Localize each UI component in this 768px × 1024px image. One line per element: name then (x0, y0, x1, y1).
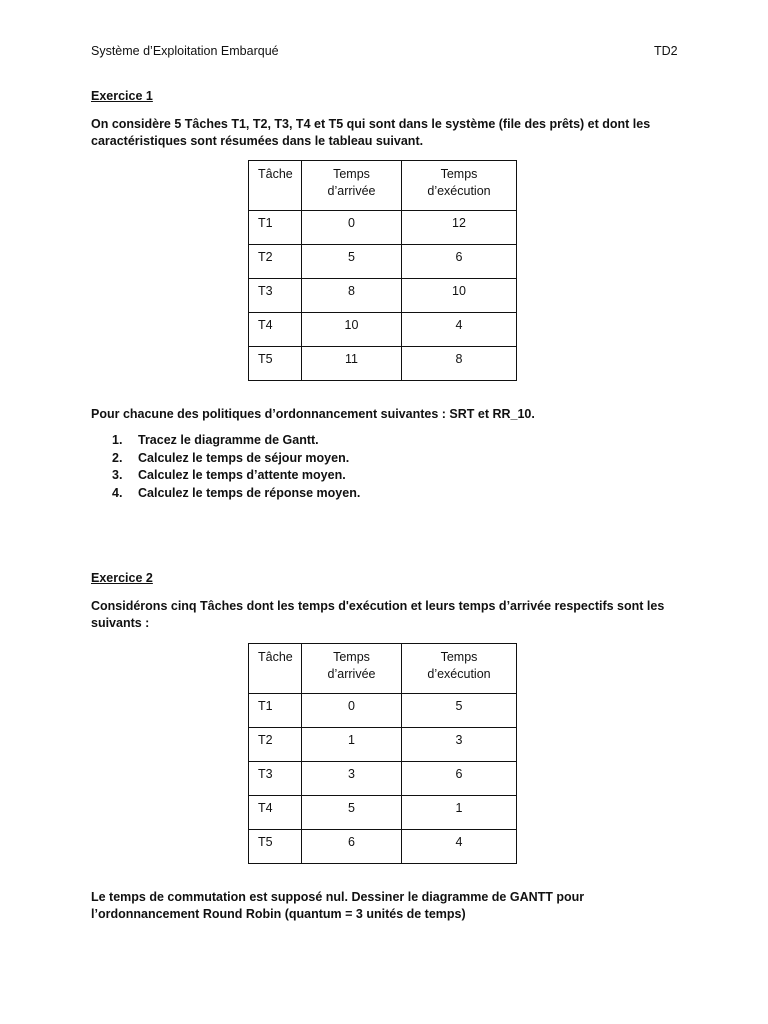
exercise-1-intro-line-2: caractéristiques sont résumées dans le tableau suivant. (91, 134, 424, 148)
header-arrival-line-1: Temps (333, 650, 370, 664)
header-execution-line-2: d’exécution (427, 184, 491, 198)
header-task: Tâche (249, 161, 302, 211)
exercise-2-closing (91, 889, 691, 923)
exercise-1-intro (91, 116, 691, 150)
list-item-number: 2. (112, 450, 123, 465)
cell-arrival: 0 (302, 211, 402, 245)
exercise-2-intro-line-2: suivants : (91, 616, 150, 630)
exercise-2-task-table (248, 643, 517, 864)
table-row (249, 762, 517, 796)
table-row (249, 796, 517, 830)
cell-task: T3 (249, 762, 302, 796)
cell-execution: 1 (402, 796, 517, 830)
table-row (249, 313, 517, 347)
list-item (91, 432, 360, 450)
cell-arrival: 1 (302, 728, 402, 762)
cell-execution: 5 (402, 694, 517, 728)
header-task: Tâche (249, 644, 302, 694)
cell-execution: 6 (402, 245, 517, 279)
table-row (249, 694, 517, 728)
cell-arrival: 0 (302, 694, 402, 728)
header-execution-time (402, 161, 517, 211)
document-header-td-number: TD2 (654, 44, 678, 58)
cell-task: T1 (249, 694, 302, 728)
list-item-text: Calculez le temps de réponse moyen. (138, 485, 361, 500)
cell-execution: 4 (402, 313, 517, 347)
exercise-1-intro-line-1: On considère 5 Tâches T1, T2, T3, T4 et T5 qui sont dans le système (file des prêts) et dont les (91, 117, 651, 131)
header-execution-line-1: Temps (440, 167, 478, 181)
exercise-1-task-table (248, 160, 517, 381)
table-header-row (249, 161, 517, 211)
list-item-number: 3. (112, 468, 123, 482)
header-execution-time (402, 644, 517, 694)
header-arrival-line-2: d’arrivée (327, 667, 376, 681)
list-item (91, 450, 360, 468)
cell-arrival: 5 (302, 796, 402, 830)
table-row (249, 830, 517, 864)
table-header-row (249, 644, 517, 694)
cell-arrival: 11 (302, 347, 402, 381)
header-arrival-line-1: Temps (333, 167, 370, 181)
exercise-1-title: Exercice 1 (91, 89, 153, 103)
table-row (249, 347, 517, 381)
cell-task: T4 (249, 796, 302, 830)
document-header-title: Système d’Exploitation Embarqué (91, 44, 279, 58)
list-item-text: Calculez le temps de séjour moyen. (138, 450, 350, 465)
list-item-number: 1. (112, 433, 123, 447)
cell-task: T4 (249, 313, 302, 347)
table-row (249, 728, 517, 762)
exercise-2-closing-line-2: l’ordonnancement Round Robin (quantum = 3 unités de temps) (91, 907, 466, 921)
cell-arrival: 8 (302, 279, 402, 313)
list-item (91, 485, 360, 503)
list-item-text: Tracez le diagramme de Gantt. (138, 433, 319, 447)
list-item-number: 4. (112, 485, 123, 500)
cell-task: T1 (249, 211, 302, 245)
header-arrival-line-2: d’arrivée (327, 184, 376, 198)
cell-execution: 8 (402, 347, 517, 381)
cell-task: T2 (249, 245, 302, 279)
list-item-text: Calculez le temps d’attente moyen. (138, 468, 346, 482)
cell-task: T5 (249, 830, 302, 864)
exercise-1-questions (91, 432, 360, 502)
cell-execution: 12 (402, 211, 517, 245)
cell-task: T5 (249, 347, 302, 381)
table-row (249, 245, 517, 279)
cell-execution: 10 (402, 279, 517, 313)
cell-execution: 6 (402, 762, 517, 796)
table-row (249, 279, 517, 313)
list-item (91, 467, 360, 485)
header-arrival-time (302, 161, 402, 211)
table-row (249, 211, 517, 245)
header-arrival-time (302, 644, 402, 694)
header-execution-line-2: d’exécution (427, 667, 491, 681)
cell-execution: 3 (402, 728, 517, 762)
cell-task: T3 (249, 279, 302, 313)
exercise-2-closing-line-1: Le temps de commutation est supposé nul. Dessiner le diagramme de GANTT pour (91, 890, 585, 904)
header-execution-line-1: Temps (440, 650, 478, 664)
exercise-1-policies: Pour chacune des politiques d’ordonnancement suivantes : SRT et RR_10. (91, 407, 535, 421)
cell-arrival: 6 (302, 830, 402, 864)
cell-arrival: 5 (302, 245, 402, 279)
exercise-2-intro (91, 598, 691, 632)
cell-arrival: 3 (302, 762, 402, 796)
exercise-2-title: Exercice 2 (91, 571, 153, 585)
cell-task: T2 (249, 728, 302, 762)
cell-execution: 4 (402, 830, 517, 864)
cell-arrival: 10 (302, 313, 402, 347)
exercise-2-intro-line-1: Considérons cinq Tâches dont les temps d'exécution et leurs temps d’arrivée respectifs sont les (91, 599, 665, 613)
